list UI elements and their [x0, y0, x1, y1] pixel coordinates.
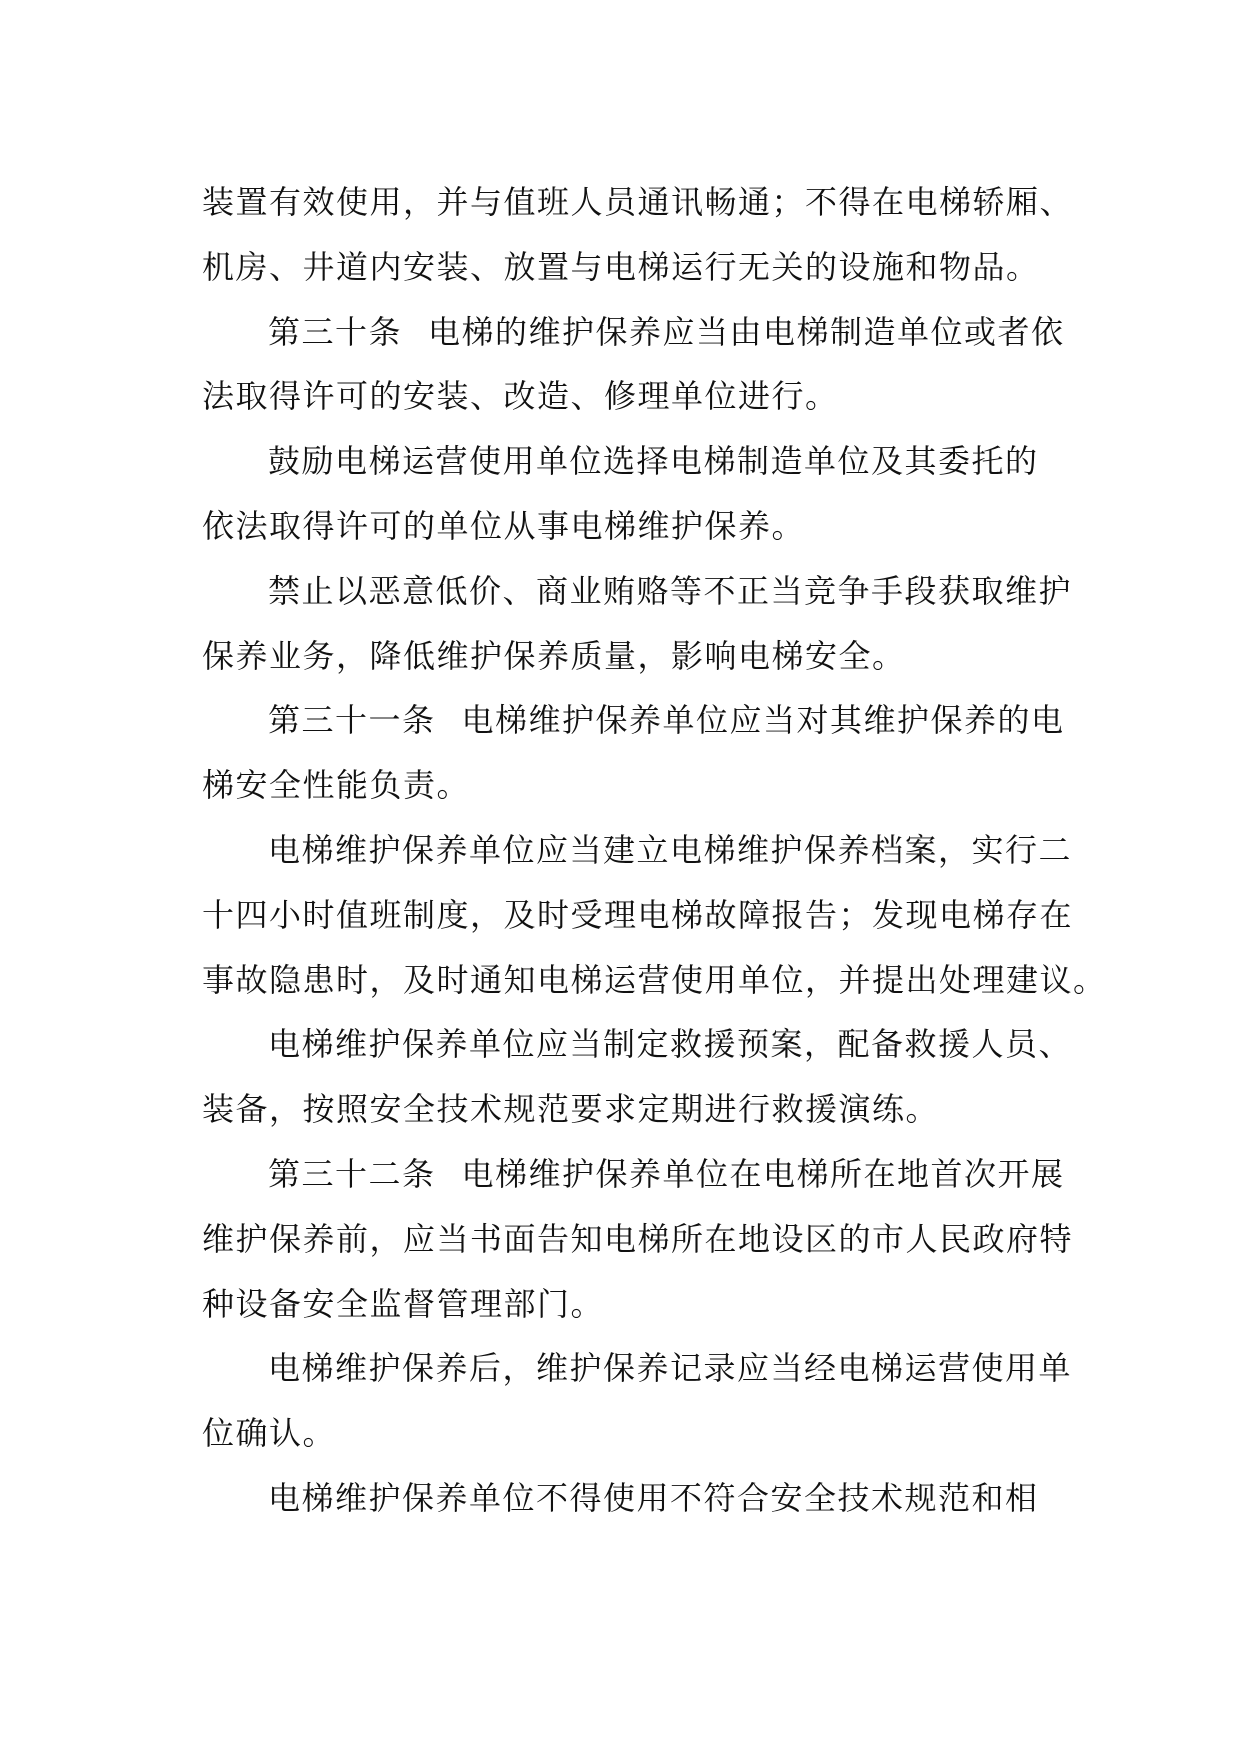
article-31-line: [202, 688, 1082, 753]
paragraph-line: 装置有效使用，并与值班人员通讯畅通；不得在电梯轿厢、: [202, 183, 1074, 221]
paragraph-line: 禁止以恶意低价、商业贿赂等不正当竞争手段获取维护: [268, 571, 1073, 610]
article-text: 电梯维护保养单位应当对其维护保养的电: [461, 701, 1065, 740]
paragraph-line: 电梯维护保养后，维护保养记录应当经电梯运营使用单: [268, 1349, 1073, 1388]
paragraph-line: 依法取得许可的单位从事电梯维护保养。: [202, 506, 806, 545]
paragraph-line: 机房、井道内安装、放置与电梯运行无关的设施和物品。: [202, 247, 1040, 286]
article-number: 第三十二条: [268, 1154, 436, 1193]
paragraph-line: 梯安全性能负责。: [202, 766, 471, 805]
article-text: 电梯的维护保养应当由电梯制造单位或者依: [428, 312, 1065, 351]
paragraph-line: 电梯维护保养单位应当建立电梯维护保养档案，实行二: [268, 830, 1073, 869]
paragraph-line: 保养业务，降低维护保养质量，影响电梯安全。: [202, 636, 906, 675]
article-text: 电梯维护保养单位在电梯所在地首次开展: [461, 1154, 1065, 1193]
document-body: [202, 170, 1107, 1531]
paragraph-line: 鼓励电梯运营使用单位选择电梯制造单位及其委托的: [268, 442, 1039, 481]
article-number: 第三十条: [268, 312, 403, 351]
paragraph-line: 维护保养前，应当书面告知电梯所在地设区的市人民政府特: [202, 1219, 1074, 1258]
paragraph-line: 电梯维护保养单位不得使用不符合安全技术规范和相: [268, 1478, 1039, 1517]
paragraph-line: 电梯维护保养单位应当制定救援预案，配备救援人员、: [268, 1025, 1073, 1064]
paragraph-line: 法取得许可的安装、改造、修理单位进行。: [202, 377, 839, 416]
paragraph-line: 十四小时值班制度，及时受理电梯故障报告；发现电梯存在: [202, 895, 1074, 934]
paragraph-line: 事故隐患时，及时通知电梯运营使用单位，并提出处理建议。: [202, 960, 1107, 999]
article-number: 第三十一条: [268, 701, 436, 740]
paragraph-line: 装备，按照安全技术规范要求定期进行救援演练。: [202, 1090, 940, 1129]
paragraph-line: 种设备安全监督管理部门。: [202, 1284, 605, 1323]
article-30-line: [202, 300, 1082, 365]
article-32-line: [202, 1142, 1082, 1207]
paragraph-line: 位确认。: [202, 1414, 337, 1453]
